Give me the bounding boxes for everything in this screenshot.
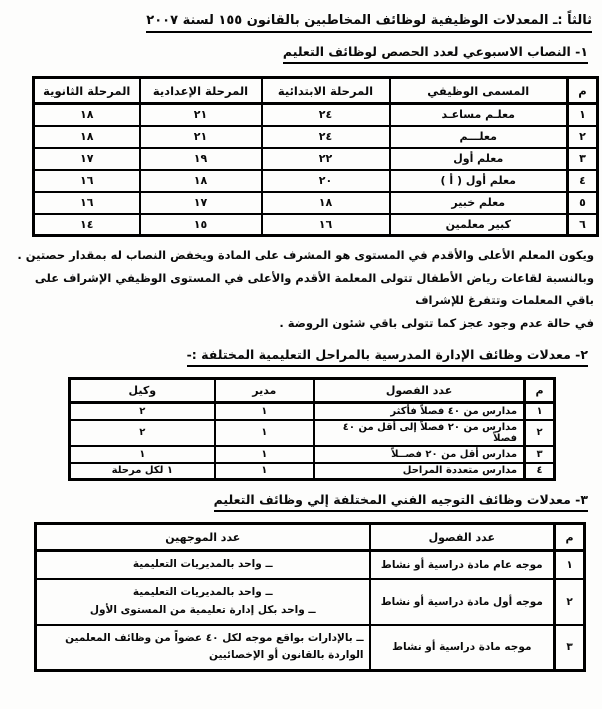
- table-row: [70, 420, 555, 446]
- t1-cell-secondary: ١٨: [34, 126, 140, 148]
- table-row: [70, 403, 555, 420]
- note-line-2: وبالنسبة لقاعات رياض الأطفال تتولى المعلمة الأقدم والأعلى في المستوى الوظيفي الإشراف على باقي المعلمات وتتفرغ للإشراف: [34, 271, 594, 307]
- t2-cell-vice: ٢: [70, 403, 215, 420]
- section3-heading-row: [0, 481, 602, 512]
- t2-cell-principal: ١: [215, 420, 314, 446]
- t1-cell-primary: ١٨: [262, 192, 390, 214]
- school-administration-table: [68, 377, 556, 481]
- t1-cell-primary: ٢٤: [262, 126, 390, 148]
- table-row: [36, 551, 585, 579]
- section1-heading-row: [0, 33, 602, 64]
- notes-paragraph: [0, 237, 602, 334]
- t1-cell-job: معلم خبير: [390, 192, 568, 214]
- t1-cell-preparatory: ١٩: [140, 148, 262, 170]
- t2-cell-serial: ١: [525, 403, 555, 420]
- t2-cell-vice: ١: [70, 446, 215, 463]
- table-row: [34, 214, 598, 236]
- note-line-1: ويكون المعلم الأعلى والأقدم في المستوى هو المشرف على المادة ويخفض النصاب له بمقدار حصتين .: [17, 248, 594, 262]
- t2-cell-serial: ٢: [525, 420, 555, 446]
- t1-header-secondary-stage: المرحلة الثانوية: [34, 78, 140, 104]
- t1-cell-preparatory: ١٧: [140, 192, 262, 214]
- t3-cell-serial: ١: [555, 551, 585, 579]
- t2-cell-principal: ١: [215, 403, 314, 420]
- t1-cell-preparatory: ٢١: [140, 126, 262, 148]
- t1-cell-primary: ١٦: [262, 214, 390, 236]
- t1-cell-secondary: ١٤: [34, 214, 140, 236]
- school-administration-table-header: [70, 379, 555, 403]
- supervisor-note: ــ واحد بالمديريات التعليمية: [132, 585, 273, 598]
- t3-cell-serial: ٣: [555, 625, 585, 671]
- t1-cell-preparatory: ٢١: [140, 104, 262, 126]
- weekly-quota-table: [32, 76, 599, 237]
- t1-cell-secondary: ١٦: [34, 192, 140, 214]
- section2-heading-row: [0, 336, 602, 367]
- t3-header-supervisor-count: عدد الموجهين: [36, 524, 370, 551]
- supervisor-note: ــ بالإدارات بواقع موجه لكل ٤٠ عضواً من وظائف المعلمين الواردة بالقانون أو الإخصائيين: [65, 631, 364, 662]
- t2-header-class-count: عدد الفصول: [314, 379, 525, 403]
- t2-header-principal: مدير: [215, 379, 314, 403]
- technical-supervision-table: [34, 522, 586, 672]
- t2-header-serial: م: [525, 379, 555, 403]
- table-row: [70, 446, 555, 463]
- t3-header-serial: م: [555, 524, 585, 551]
- t3-cell-job: موجه مادة دراسية أو نشاط: [370, 625, 555, 671]
- t2-cell-vice: ٢: [70, 420, 215, 446]
- t1-cell-serial: ٤: [568, 170, 598, 192]
- t1-cell-secondary: ١٦: [34, 170, 140, 192]
- t1-cell-primary: ٢٢: [262, 148, 390, 170]
- t3-cell-supervisors: [36, 625, 370, 671]
- t2-cell-classes: مدارس متعددة المراحل: [314, 463, 525, 480]
- title-row: [0, 0, 602, 33]
- t1-cell-secondary: ١٧: [34, 148, 140, 170]
- t1-header-primary-stage: المرحلة الابتدائية: [262, 78, 390, 104]
- t1-header-serial: م: [568, 78, 598, 104]
- t3-cell-serial: ٢: [555, 579, 585, 625]
- t1-cell-job: معلـــم: [390, 126, 568, 148]
- table-row: [34, 104, 598, 126]
- t1-header-job-title: المسمى الوظيفي: [390, 78, 568, 104]
- table-row: [34, 126, 598, 148]
- weekly-quota-table-header: [34, 78, 598, 104]
- t1-cell-serial: ٥: [568, 192, 598, 214]
- t3-cell-job: موجه عام مادة دراسية أو نشاط: [370, 551, 555, 579]
- table-row: [36, 625, 585, 671]
- t1-cell-job: معلم أول: [390, 148, 568, 170]
- t2-cell-classes: مدارس من ٢٠ فصلاً إلى أقل من ٤٠ فصلاً: [314, 420, 525, 446]
- t2-cell-vice: ١ لكل مرحلة: [70, 463, 215, 480]
- t3-cell-supervisors: [36, 579, 370, 625]
- t3-cell-supervisors: [36, 551, 370, 579]
- section2-heading: ٢- معدلات وظائف الإدارة المدرسية بالمراحل التعليمية المختلفة :-: [187, 347, 588, 367]
- t1-cell-job: معلـم مساعـد: [390, 104, 568, 126]
- t1-cell-serial: ١: [568, 104, 598, 126]
- page-title: ثالثاً :ـ المعدلات الوظيفية لوظائف المخاطبين بالقانون ١٥٥ لسنة ٢٠٠٧: [146, 13, 592, 33]
- table-row: [34, 192, 598, 214]
- section3-heading: ٣- معدلات وظائف التوجيه الفني المختلفة إلي وظائف التعليم: [214, 492, 588, 512]
- supervisor-note: ــ واحد بالمديريات التعليمية: [132, 558, 273, 571]
- t1-cell-job: معلم أول ( أ ): [390, 170, 568, 192]
- t1-header-preparatory-stage: المرحلة الإعدادية: [140, 78, 262, 104]
- t2-cell-principal: ١: [215, 446, 314, 463]
- t3-cell-job: موجه أول مادة دراسية أو نشاط: [370, 579, 555, 625]
- t1-cell-primary: ٢٤: [262, 104, 390, 126]
- supervisor-note: ــ واحد بكل إدارة تعليمية من المستوى الأول: [89, 603, 316, 616]
- t1-cell-job: كبير معلمين: [390, 214, 568, 236]
- t1-cell-preparatory: ١٥: [140, 214, 262, 236]
- t3-header-class-count: عدد الفصول: [370, 524, 555, 551]
- t1-cell-preparatory: ١٨: [140, 170, 262, 192]
- t2-cell-classes: مدارس أقل من ٢٠ فصــلاً: [314, 446, 525, 463]
- t2-header-vice-principal: وكيل: [70, 379, 215, 403]
- t2-cell-principal: ١: [215, 463, 314, 480]
- table-row: [70, 463, 555, 480]
- t2-cell-classes: مدارس من ٤٠ فصلاً فأكثر: [314, 403, 525, 420]
- t2-cell-serial: ٣: [525, 446, 555, 463]
- t2-cell-serial: ٤: [525, 463, 555, 480]
- table-row: [34, 148, 598, 170]
- t1-cell-primary: ٢٠: [262, 170, 390, 192]
- t1-cell-serial: ٣: [568, 148, 598, 170]
- table-row: [34, 170, 598, 192]
- note-line-3: في حالة عدم وجود عجز كما تتولى باقي شئون الروضة .: [279, 315, 594, 330]
- t1-cell-serial: ٢: [568, 126, 598, 148]
- t1-cell-secondary: ١٨: [34, 104, 140, 126]
- technical-supervision-table-header: [36, 524, 585, 551]
- t1-cell-serial: ٦: [568, 214, 598, 236]
- table-row: [36, 579, 585, 625]
- section1-heading: ١- النصاب الاسبوعي لعدد الحصص لوظائف التعليم: [283, 44, 588, 64]
